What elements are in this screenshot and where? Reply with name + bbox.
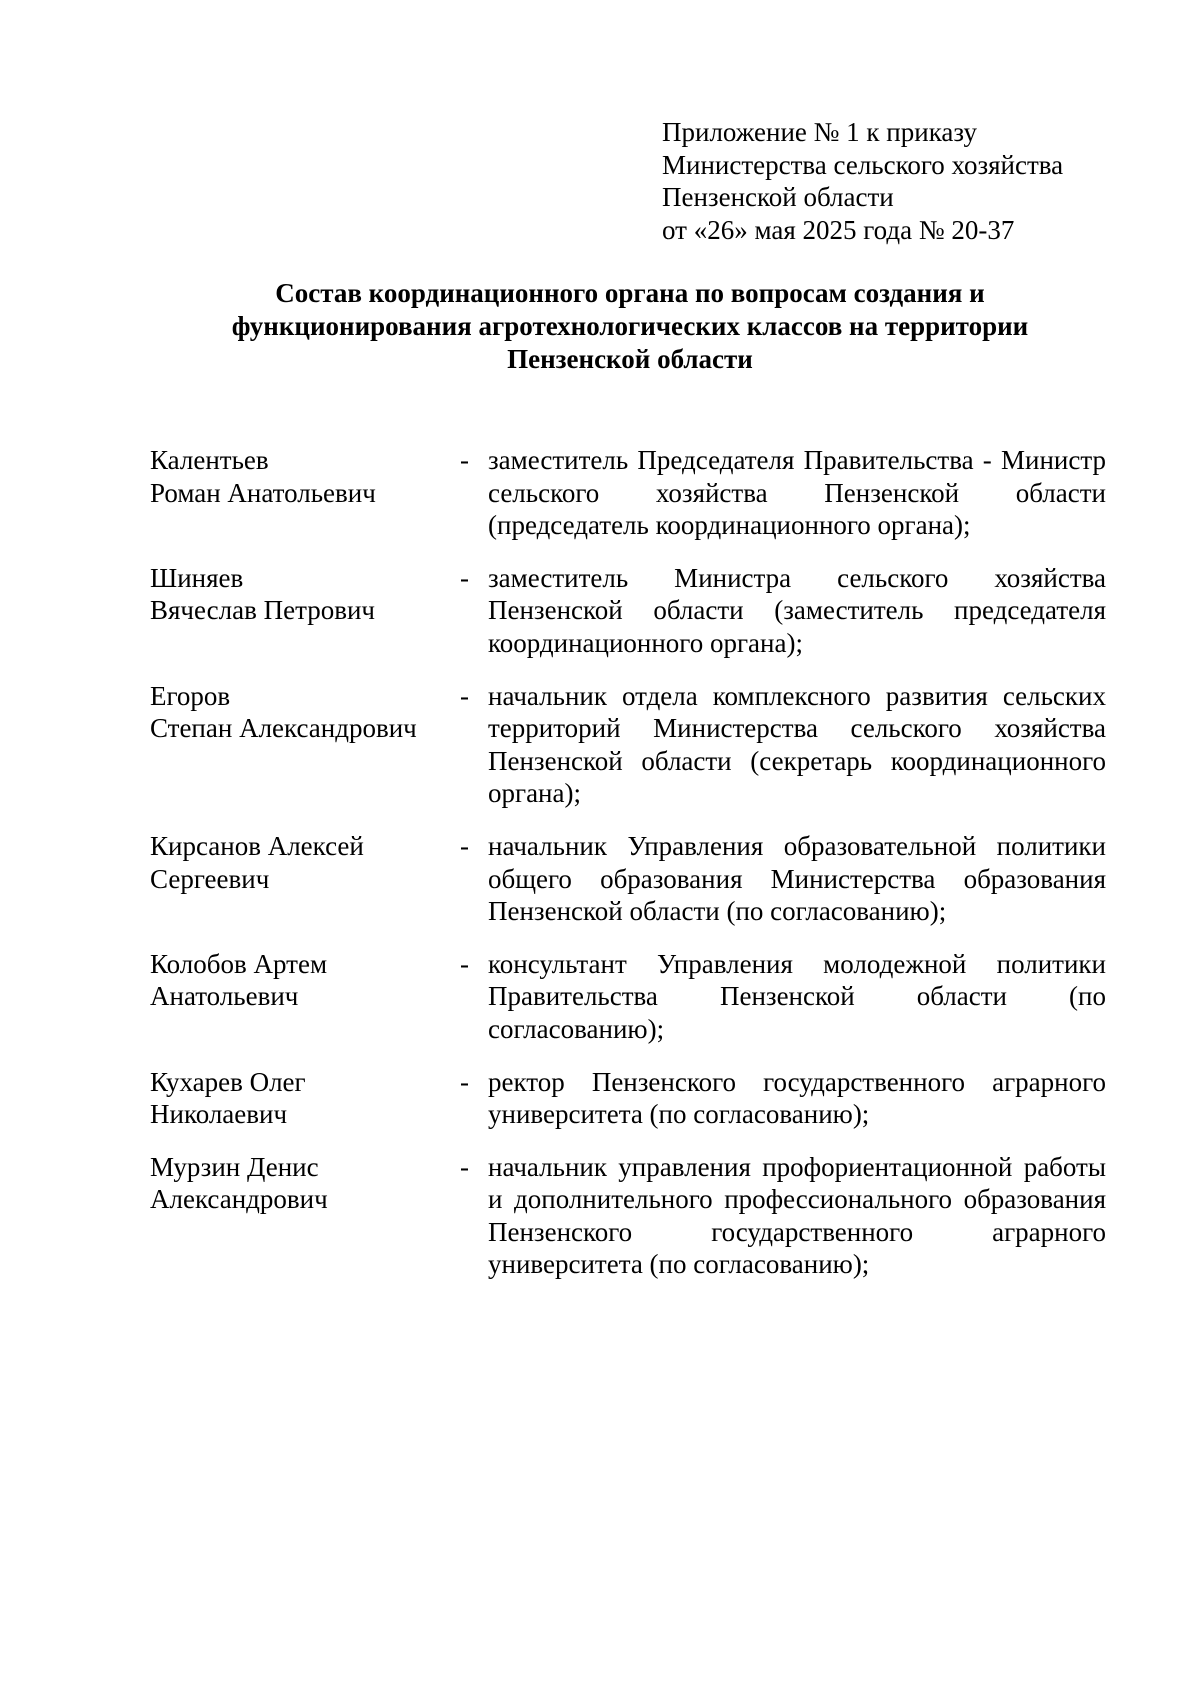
member-position: начальник отдела комплексного развития сельских территорий Министерства сельского хозяйства Пензенской области (секретарь координационного органа); xyxy=(488,680,1106,809)
member-row xyxy=(150,1151,1106,1281)
member-dash: - xyxy=(460,445,469,475)
appendix-line-3: Пензенской области xyxy=(662,182,894,212)
member-row xyxy=(150,830,1106,928)
document-title xyxy=(150,277,1110,376)
member-dash: - xyxy=(460,1151,469,1182)
member-dash: - xyxy=(460,680,469,711)
member-position: консультант Управления молодежной политики Правительства Пензенской области (по согласованию); xyxy=(488,948,1106,1044)
member-name-line-2: Роман Анатольевич xyxy=(150,477,376,508)
member-name xyxy=(150,562,460,660)
member-row xyxy=(150,1066,1106,1131)
member-position: начальник Управления образовательной политики общего образования Министерства образования Пензенской области (по согласованию); xyxy=(488,830,1106,927)
member-dash: - xyxy=(460,1066,469,1097)
appendix-header xyxy=(662,116,1063,246)
member-name xyxy=(150,444,460,542)
title-line-2: функционирования агротехнологических классов на территории xyxy=(231,311,1029,341)
appendix-line-2: Министерства сельского хозяйства xyxy=(662,149,1064,180)
member-name xyxy=(150,830,460,928)
member-name-line-1: Колобов Артем xyxy=(150,948,328,979)
title-line-1: Состав координационного органа по вопросам создания и xyxy=(275,278,985,308)
member-name-line-1: Мурзин Денис xyxy=(150,1151,319,1182)
appendix-line-1: Приложение № 1 к приказу xyxy=(662,117,977,147)
member-dash: - xyxy=(460,948,469,979)
member-name-line-2: Анатольевич xyxy=(150,981,299,1012)
member-name-line-1: Егоров xyxy=(150,680,231,711)
title-line-3: Пензенской области xyxy=(507,344,753,374)
members-list xyxy=(150,444,1106,1301)
member-row xyxy=(150,680,1106,810)
member-row xyxy=(150,444,1106,542)
member-name xyxy=(150,680,460,810)
member-name xyxy=(150,948,460,1046)
member-row xyxy=(150,562,1106,660)
member-name-line-1: Кирсанов Алексей xyxy=(150,830,364,861)
member-name-line-2: Александрович xyxy=(150,1184,328,1215)
appendix-line-4: от «26» мая 2025 года № 20-37 xyxy=(662,214,1015,245)
member-name-line-2: Николаевич xyxy=(150,1099,288,1130)
member-position: заместитель Министра сельского хозяйства Пензенской области (заместитель председателя координационного органа); xyxy=(488,562,1106,658)
member-position: ректор Пензенского государственного аграрного университета (по согласованию); xyxy=(488,1066,1106,1130)
member-name-line-2: Сергеевич xyxy=(150,863,270,894)
member-name-line-1: Калентьев xyxy=(150,445,269,475)
member-name xyxy=(150,1066,460,1131)
member-name-line-2: Степан Александрович xyxy=(150,713,417,744)
member-row xyxy=(150,948,1106,1046)
member-dash: - xyxy=(460,562,469,593)
member-position: заместитель Председателя Правительства - Министр сельского хозяйства Пензенской области (председатель координационного органа); xyxy=(488,445,1106,541)
member-name-line-2: Вячеслав Петрович xyxy=(150,595,375,626)
member-name-line-1: Кухарев Олег xyxy=(150,1066,306,1097)
member-position: начальник управления профориентационной работы и дополнительного профессионального образования Пензенского государственного аграрного университета (по согласованию); xyxy=(488,1151,1106,1280)
member-name-line-1: Шиняев xyxy=(150,562,244,593)
member-dash: - xyxy=(460,830,469,861)
member-name xyxy=(150,1151,460,1281)
